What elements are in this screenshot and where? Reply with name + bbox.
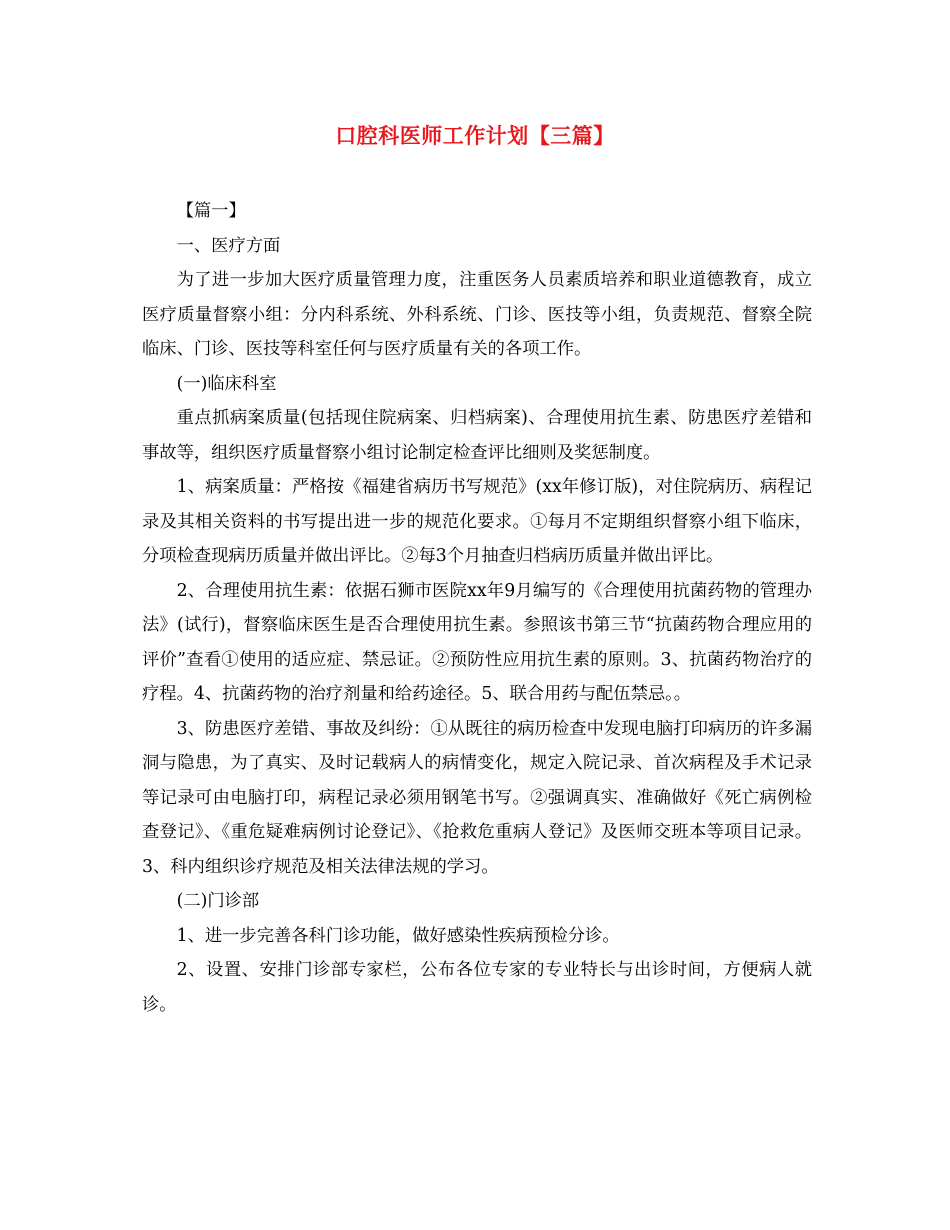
subsection-heading-outpatient: (二)门诊部 <box>176 891 260 911</box>
paragraph-outpatient-1: 1、进一步完善各科门诊功能，做好感染性疾病预检分诊。 <box>176 925 620 946</box>
paragraph-antibiotics: 2、合理使用抗生素：依据石狮市医院xx年9月编写的《合理使用抗菌药物的管理办法》(试行)，督察临床医生是否合理使用抗生素。参照该书第三节“抗菌药物合理应用的评价”查看①使用的适应症、禁忌证。②预防性应用抗生素的原则。3、抗菌药物治疗的疗程。4、抗菌药物的治疗剂量和给药途径。5、联合用药与配伍禁忌。。 <box>142 580 812 704</box>
document-title: 口腔科医师工作计划【三篇】 <box>335 123 615 148</box>
paragraph-outpatient-2: 2、设置、安排门诊部专家栏，公布各位专家的专业特长与出诊时间，方便病人就诊。 <box>142 960 812 1015</box>
section-heading-part-one: 【篇一】 <box>176 201 246 221</box>
paragraph-quality-management: 为了进一步加大医疗质量管理力度，注重医务人员素质培养和职业道德教育，成立医疗质量督察小组：分内科系统、外科系统、门诊、医技等小组，负责规范、督察全院临床、门诊、医技等科室任何与医疗质量有关的各项工作。 <box>142 270 812 359</box>
document-body <box>142 194 812 1022</box>
paragraph-clinical-focus: 重点抓病案质量(包括现住院病案、归档病案)、合理使用抗生素、防患医疗差错和事故等，组织医疗质量督察小组讨论制定检查评比细则及奖惩制度。 <box>142 408 812 463</box>
section-heading-medical: 一、医疗方面 <box>176 235 281 256</box>
paragraph-error-prevention: 3、防患医疗差错、事故及纠纷：①从既往的病历检查中发现电脑打印病历的许多漏洞与隐患，为了真实、及时记载病人的病情变化，规定入院记录、首次病程及手术记录等记录可由电脑打印，病程记录必须用钢笔书写。②强调真实、准确做好《死亡病例检查登记》、《重危疑难病例讨论登记》、《抢救危重病人登记》及医师交班本等项目记录。3、科内组织诊疗规范及相关法律法规的学习。 <box>142 718 812 877</box>
paragraph-case-quality: 1、病案质量：严格按《福建省病历书写规范》(xx年修订版)，对住院病历、病程记录及其相关资料的书写提出进一步的规范化要求。①每月不定期组织督察小组下临床，分项检查现病历质量并做出评比。②每3个月抽查归档病历质量并做出评比。 <box>142 477 812 566</box>
subsection-heading-clinical: (一)临床科室 <box>176 373 277 394</box>
